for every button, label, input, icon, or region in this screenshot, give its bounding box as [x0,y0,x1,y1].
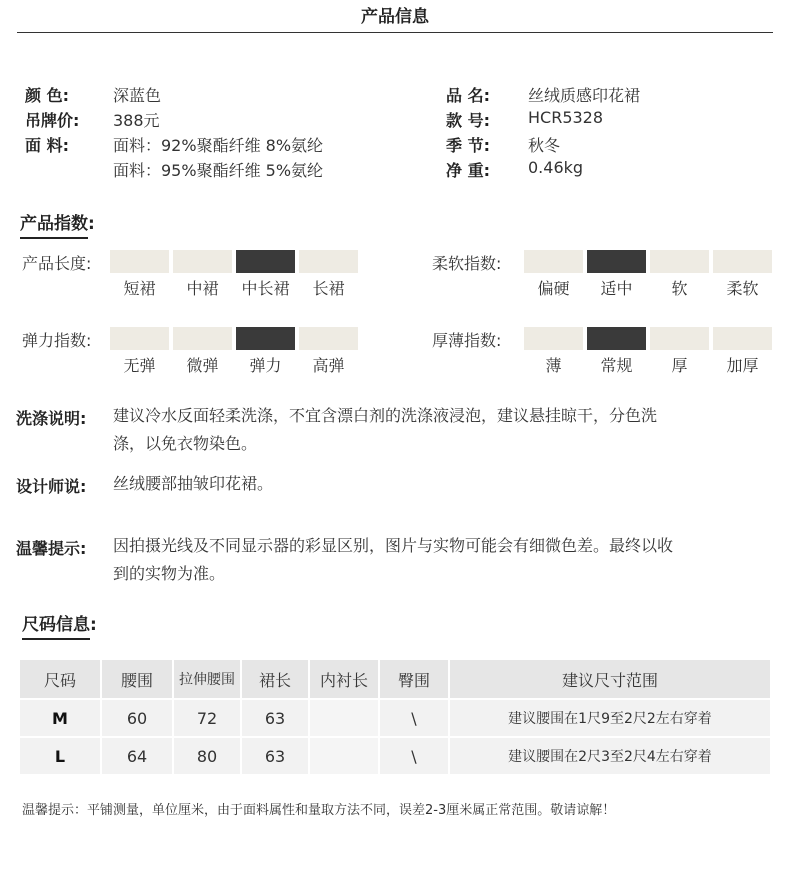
row-lining-length [310,738,378,774]
thickness-index-option: 加厚 [726,356,759,375]
header-hip: 臀围 [380,660,448,698]
net-weight-label: 净 重: [446,161,490,180]
tip-line-1: 因拍摄光线及不同显示器的彩显区别，图片与实物可能会有细微色差。最终以收 [113,536,674,555]
row-skirt-length: 63 [242,738,308,774]
net-weight-value: 0.46kg [528,158,584,177]
softness-index-label: 柔软指数: [432,254,502,273]
row-hip: \ [380,738,448,774]
row-skirt-length: 63 [242,700,308,736]
header-waist: 腰围 [102,660,172,698]
wash-line-1: 建议冷水反面轻柔洗涤，不宜含漂白剂的洗涤液浸泡，建议悬挂晾干，分色洗 [113,406,658,425]
fabric-label: 面 料: [25,136,69,155]
elasticity-index-option: 微弹 [186,356,219,375]
thickness-index-label: 厚薄指数: [432,331,502,350]
tip-label: 温馨提示: [16,539,87,558]
table-row [20,700,770,736]
wash-label: 洗涤说明: [16,409,87,428]
title-divider [17,32,773,33]
elasticity-index-box-selected [236,327,295,350]
softness-index-option: 偏硬 [537,279,570,298]
length-index-box [299,250,358,273]
style-no-label: 款 号: [446,111,490,130]
length-index-option: 中裙 [186,279,219,298]
elasticity-index-label: 弹力指数: [22,331,92,350]
tip-line-2: 到的实物为准。 [113,564,226,583]
softness-index-option: 软 [671,279,688,298]
header-recommended-range: 建议尺寸范围 [450,660,770,698]
style-no-value: HCR5328 [528,108,604,127]
elasticity-index-option: 高弹 [312,356,345,375]
page-title: 产品信息 [361,7,429,27]
product-index-colon: : [88,214,95,234]
length-index-label: 产品长度: [22,254,92,273]
thickness-index-box-selected [587,327,646,350]
length-index-box [173,250,232,273]
thickness-index-box [713,327,772,350]
row-lining-length [310,700,378,736]
row-stretch-waist: 80 [174,738,240,774]
tag-price-value: 388元 [113,111,160,130]
fabric-value-2: 面料：95%聚酯纤维 5%氨纶 [113,161,324,180]
thickness-index-box [524,327,583,350]
softness-index-option: 柔软 [726,279,759,298]
season-label: 季 节: [446,136,490,155]
thickness-index-option: 常规 [600,356,633,375]
header-lining-length: 内衬长 [310,660,378,698]
header-size: 尺码 [20,660,100,698]
softness-index-box [713,250,772,273]
elasticity-index-box [110,327,169,350]
thickness-index-option: 薄 [545,356,562,375]
thickness-index-option: 厚 [671,356,688,375]
size-table-header [20,660,770,698]
elasticity-index-box [173,327,232,350]
wash-text [113,402,773,458]
fabric-value-1: 面料：92%聚酯纤维 8%氨纶 [113,136,324,155]
size-info-colon: : [90,615,97,635]
row-size: M [20,700,100,736]
size-info-title: 尺码信息 [22,615,90,640]
footer-note: 温馨提示：平铺测量，单位厘米，由于面料属性和量取方法不同，误差2-3厘米属正常范围。敬请谅解！ [22,803,616,818]
season-value: 秋冬 [528,136,561,155]
row-size: L [20,738,100,774]
softness-index-option: 适中 [600,279,633,298]
length-index-box-selected [236,250,295,273]
designer-text: 丝绒腰部抽皱印花裙。 [113,474,274,493]
row-waist: 64 [102,738,172,774]
row-recommended-range: 建议腰围在2尺3至2尺4左右穿着 [450,738,770,774]
color-label: 颜 色: [25,86,69,105]
length-index-option: 中长裙 [241,279,290,298]
tag-price-label: 吊牌价: [25,111,80,130]
softness-index-box-selected [587,250,646,273]
elasticity-index-box [299,327,358,350]
length-index-option: 短裙 [123,279,156,298]
header-stretch-waist: 拉伸腰围 [174,660,240,698]
product-name-value: 丝绒质感印花裙 [528,86,641,105]
table-row [20,738,770,774]
product-name-label: 品 名: [446,86,490,105]
row-recommended-range: 建议腰围在1尺9至2尺2左右穿着 [450,700,770,736]
color-value: 深蓝色 [113,86,162,105]
elasticity-index-option: 无弹 [123,356,156,375]
size-table [18,658,772,776]
elasticity-index-option: 弹力 [249,356,282,375]
row-hip: \ [380,700,448,736]
product-index-title: 产品指数 [20,214,88,239]
softness-index-box [650,250,709,273]
softness-index-box [524,250,583,273]
length-index-box [110,250,169,273]
thickness-index-box [650,327,709,350]
length-index-option: 长裙 [312,279,345,298]
row-waist: 60 [102,700,172,736]
row-stretch-waist: 72 [174,700,240,736]
wash-line-2: 涤，以免衣物染色。 [113,434,258,453]
header-skirt-length: 裙长 [242,660,308,698]
designer-label: 设计师说: [16,477,87,496]
tip-text [113,532,783,588]
